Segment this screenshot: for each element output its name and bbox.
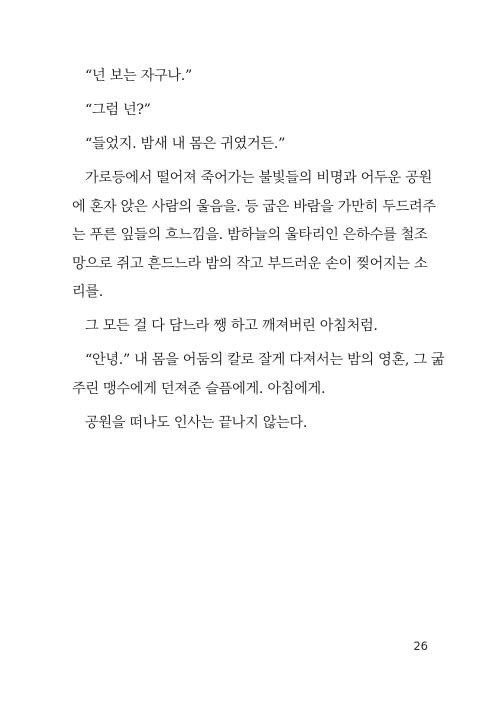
text-line: “그럼 넌?” (85, 101, 151, 118)
text-line: 리를. (72, 284, 104, 301)
narrative-paragraph (72, 346, 445, 403)
text-line: 가로등에서 떨어져 죽어가는 불빛들의 비명과 어두운 공원 (85, 169, 432, 186)
text-line: 공원을 떠나도 인사는 끝나지 않는다. (85, 414, 308, 431)
narrative-paragraph (72, 164, 436, 307)
dialogue-line-3 (72, 130, 428, 159)
text-line: 그 모든 걸 다 담느라 쨍 하고 깨져버린 아침처럼. (85, 318, 378, 335)
text-line: “들었지. 밤새 내 몸은 귀였거든.” (85, 135, 286, 152)
text-line: “넌 보는 자구나.” (85, 68, 192, 84)
page-number: 26 (413, 639, 428, 653)
narrative-paragraph (72, 312, 428, 341)
book-page-body (72, 62, 445, 443)
text-line: 에 혼자 앉은 사람의 울음을. 등 굽은 바람을 가만히 두드려주 (72, 198, 436, 215)
text-line: 는 푸른 잎들의 흐느낌을. 밤하늘의 울타리인 은하수를 철조 (72, 227, 428, 244)
text-line: 망으로 쥐고 흔드느라 밤의 작고 부드러운 손이 찢어지는 소 (72, 255, 428, 272)
text-line: “안녕.” 내 몸을 어둠의 칼로 잘게 다져서는 밤의 영혼, 그 굶 (85, 352, 445, 369)
dialogue-line-2 (72, 96, 428, 125)
dialogue-line-1 (72, 62, 428, 91)
narrative-paragraph (72, 409, 428, 438)
text-line: 주린 맹수에게 던져준 슬픔에게. 아침에게. (72, 380, 326, 397)
